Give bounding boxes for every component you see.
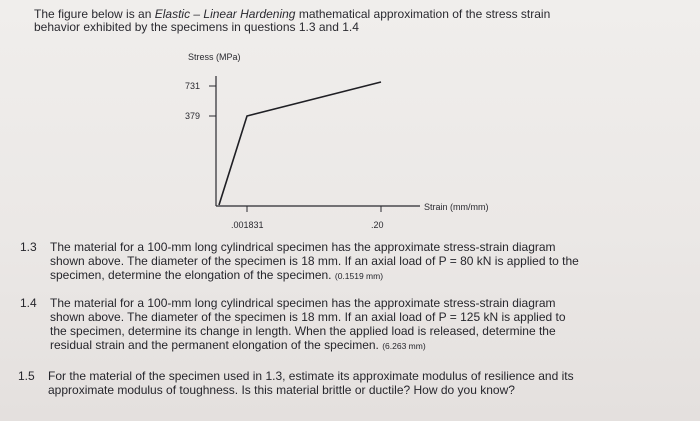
intro-line-2: behavior exhibited by the specimens in questions 1.3 and 1.4 <box>34 20 359 34</box>
y-tick-label-731: 731 <box>185 81 201 91</box>
y-tick-label-379: 379 <box>185 111 201 121</box>
question-line: the specimen, determine its change in length. When the applied load is released, determine the <box>50 324 556 338</box>
stress-strain-curve <box>219 82 381 205</box>
question-number: 1.3 <box>20 240 37 254</box>
x-axis-label: Strain (mm/mm) <box>424 202 489 212</box>
question-line: The material for a 100-mm long cylindrical specimen has the approximate stress-strain diagram <box>50 240 556 254</box>
x-tick-label-20: .20 <box>371 220 384 230</box>
question-1-5 <box>18 369 673 397</box>
question-line: The material for a 100-mm long cylindrical specimen has the approximate stress-strain diagram <box>50 296 556 310</box>
y-axis-label: Stress (MPa) <box>188 52 241 62</box>
answer-hint: (0.1519 mm) <box>334 271 384 281</box>
question-line: residual strain and the permanent elongation of the specimen. <box>50 338 379 352</box>
intro-line-1: The figure below is an Elastic – Linear Hardening mathematical approximation of the stress strain <box>34 7 551 21</box>
answer-hint: (6.263 mm) <box>382 341 426 351</box>
intro-italic-model-name: Elastic – Linear Hardening <box>154 7 296 21</box>
question-1-3 <box>20 240 675 283</box>
question-number: 1.4 <box>20 296 37 310</box>
question-number: 1.5 <box>18 369 35 383</box>
question-line: For the material of the specimen used in 1.3, estimate its approximate modulus of resilience and its <box>48 369 574 383</box>
question-line: shown above. The diameter of the specimen is 18 mm. If an axial load of P = 80 kN is applied to the <box>50 254 579 268</box>
question-line: specimen, determine the elongation of the specimen. <box>50 268 332 282</box>
x-tick-label-001831: .001831 <box>231 220 264 230</box>
question-1-4 <box>20 296 675 353</box>
question-line: approximate modulus of toughness. Is this material brittle or ductile? How do you know? <box>48 383 515 397</box>
question-line: shown above. The diameter of the specimen is 18 mm. If an axial load of P = 125 kN is applied to <box>50 310 566 324</box>
